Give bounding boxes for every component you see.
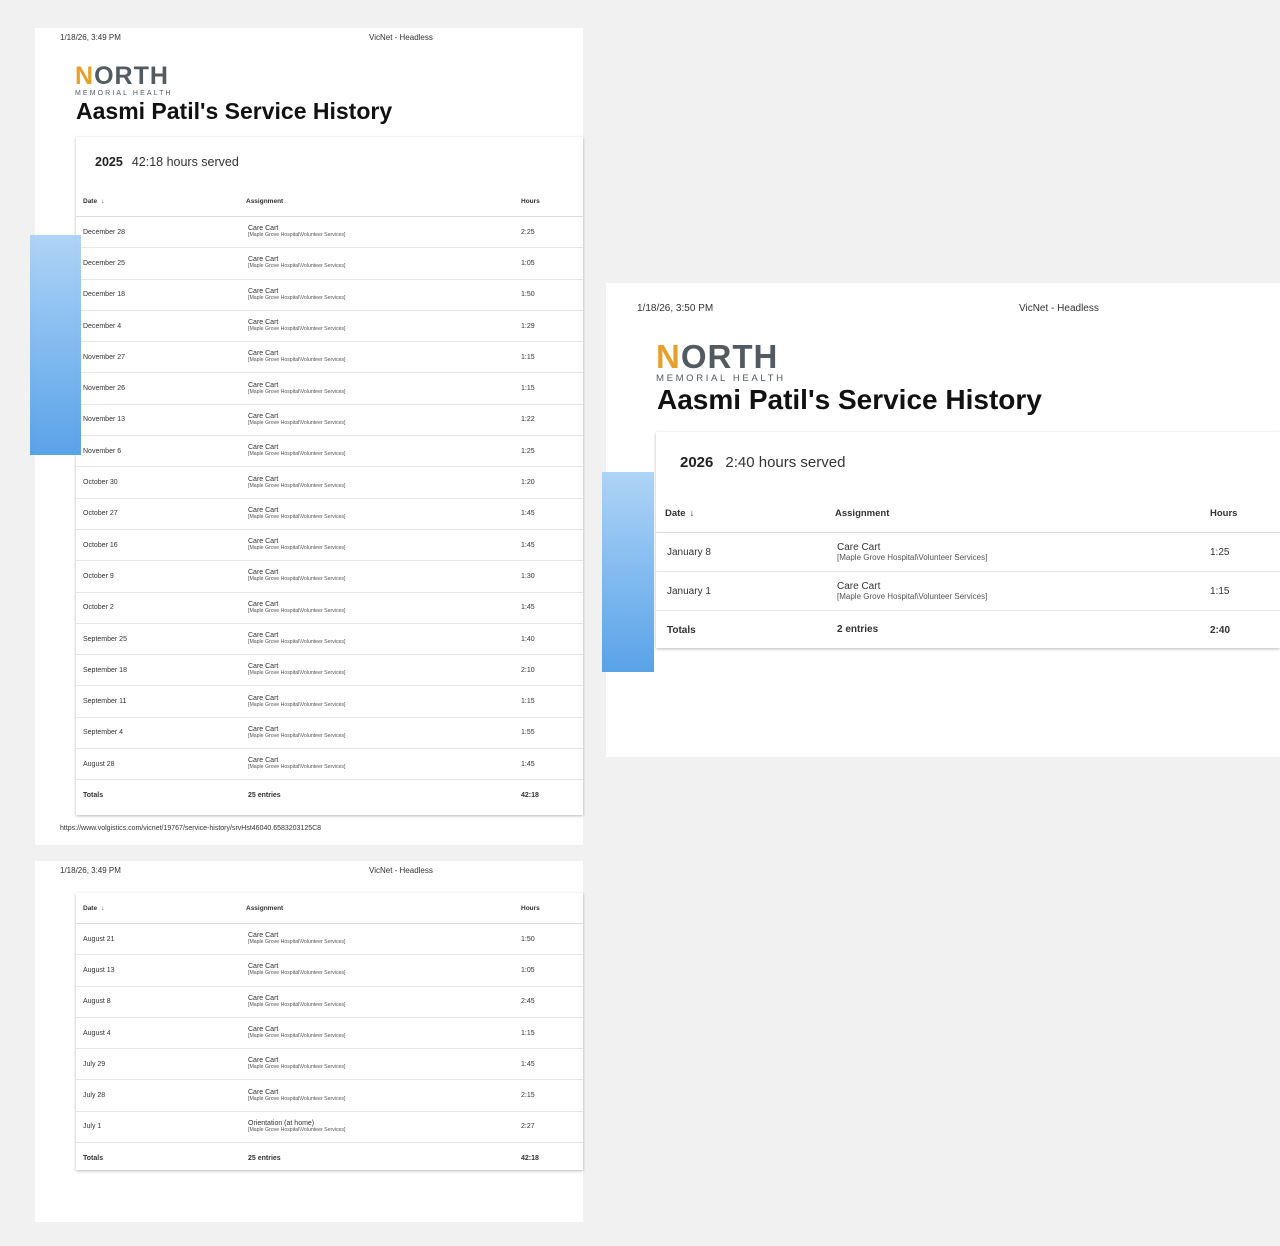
totals-row [76, 1143, 583, 1175]
row-date: July 1 [76, 1111, 246, 1142]
row-date: October 16 [76, 529, 246, 560]
row-hours: 1:15 [1210, 572, 1280, 611]
logo-wordmark: NORTH [75, 62, 169, 90]
service-history-card [656, 432, 1280, 648]
assignment-name: Care Cart [248, 1057, 279, 1065]
row-date: November 26 [76, 373, 246, 404]
print-window-title: VicNet - Headless [369, 866, 433, 875]
assignment-department: [Maple Grove Hospital\Volunteer Services] [248, 732, 346, 739]
assignment-name: Care Cart [248, 932, 279, 940]
assignment-name: Care Cart [248, 506, 279, 514]
table-row [76, 1049, 583, 1080]
row-assignment [246, 686, 521, 717]
row-assignment [246, 955, 521, 986]
service-history-card [76, 137, 583, 815]
row-date: December 18 [76, 279, 246, 310]
assignment-department: [Maple Grove Hospital\Volunteer Services] [248, 232, 346, 239]
row-assignment [246, 498, 521, 529]
assignment-department: [Maple Grove Hospital\Volunteer Services] [248, 545, 346, 552]
table-row [76, 310, 583, 341]
row-hours: 1:45 [521, 592, 583, 623]
row-hours: 1:15 [521, 1017, 583, 1048]
row-assignment [835, 572, 1210, 611]
selection-highlight [30, 235, 81, 455]
row-date: September 25 [76, 623, 246, 654]
assignment-department: [Maple Grove Hospital\Volunteer Services] [837, 553, 988, 563]
assignment-department: [Maple Grove Hospital\Volunteer Services] [248, 1001, 346, 1008]
assignment-name: Care Cart [248, 256, 279, 264]
row-date: October 9 [76, 561, 246, 592]
assignment-name: Care Cart [248, 412, 279, 420]
date-column-header[interactable]: Date ↓ [76, 186, 246, 217]
print-page-3 [606, 283, 1280, 757]
assignment-name: Care Cart [248, 225, 279, 233]
assignment-column-header: Assignment [835, 494, 1210, 533]
row-hours: 1:25 [521, 436, 583, 467]
row-assignment [246, 924, 521, 955]
row-date: September 18 [76, 655, 246, 686]
assignment-department: [Maple Grove Hospital\Volunteer Services] [248, 607, 346, 614]
row-date: July 29 [76, 1049, 246, 1080]
row-hours: 1:45 [521, 529, 583, 560]
table-header-row [76, 186, 583, 217]
row-assignment [246, 655, 521, 686]
row-assignment [246, 1080, 521, 1111]
row-assignment [246, 342, 521, 373]
totals-row [656, 611, 1280, 650]
row-date: January 8 [656, 533, 835, 572]
row-assignment [246, 623, 521, 654]
row-date: October 27 [76, 498, 246, 529]
assignment-name: Care Cart [248, 632, 279, 639]
date-column-header[interactable]: Date ↓ [76, 893, 246, 924]
hours-served: 2:40 hours served [725, 454, 846, 471]
row-hours: 1:40 [521, 623, 583, 654]
service-history-table [656, 494, 1280, 649]
assignment-department: [Maple Grove Hospital\Volunteer Services] [248, 939, 346, 946]
table-row [76, 686, 583, 717]
totals-label: Totals [83, 1155, 104, 1163]
service-history-table [76, 186, 583, 811]
row-assignment [246, 279, 521, 310]
hours-column-header: Hours [1210, 494, 1280, 533]
table-row [76, 342, 583, 373]
assignment-name: Care Cart [248, 694, 279, 702]
table-row [76, 717, 583, 748]
logo-subtitle: MEMORIAL HEALTH [656, 373, 786, 384]
assignment-name: Care Cart [248, 1088, 279, 1096]
row-date: December 4 [76, 310, 246, 341]
table-row [656, 572, 1280, 611]
assignment-name: Care Cart [248, 350, 279, 358]
assignment-column-header: Assignment [246, 893, 521, 924]
row-date: July 28 [76, 1080, 246, 1111]
assignment-name: Care Cart [248, 287, 279, 295]
print-header [35, 28, 583, 48]
row-hours: 1:15 [521, 342, 583, 373]
table-row [76, 986, 583, 1017]
page-title: Aasmi Patil's Service History [657, 384, 1042, 415]
assignment-name: Care Cart [248, 444, 279, 452]
row-date: October 30 [76, 467, 246, 498]
assignment-name: Care Cart [248, 663, 279, 671]
row-date: November 6 [76, 436, 246, 467]
row-assignment [246, 561, 521, 592]
row-date: November 27 [76, 342, 246, 373]
year-label: 2025 [95, 155, 123, 169]
table-header-row [76, 893, 583, 924]
table-row [76, 529, 583, 560]
assignment-department: [Maple Grove Hospital\Volunteer Services] [248, 670, 346, 677]
row-hours: 1:15 [521, 686, 583, 717]
row-hours: 2:15 [521, 1080, 583, 1111]
row-assignment [246, 749, 521, 780]
row-hours: 1:45 [521, 498, 583, 529]
row-hours: 1:50 [521, 279, 583, 310]
row-assignment [246, 986, 521, 1017]
year-summary [680, 454, 845, 471]
totals-label: Totals [667, 624, 696, 636]
assignment-name: Care Cart [248, 725, 279, 733]
print-window-title: VicNet - Headless [369, 33, 433, 42]
table-row [76, 955, 583, 986]
service-history-card [76, 893, 583, 1170]
row-hours: 1:05 [521, 955, 583, 986]
assignment-column-header: Assignment [246, 186, 521, 217]
assignment-department: [Maple Grove Hospital\Volunteer Services] [248, 1126, 346, 1133]
hours-served: 42:18 hours served [131, 155, 239, 169]
row-assignment [246, 310, 521, 341]
row-hours: 2:10 [521, 655, 583, 686]
table-row [76, 623, 583, 654]
table-row [76, 1111, 583, 1142]
row-hours: 1:30 [521, 561, 583, 592]
print-page-1 [35, 28, 583, 845]
row-date: November 13 [76, 404, 246, 435]
page-url: https://www.volgistics.com/vicnet/19767/service-history/srvHst46040.6583203125C8 [60, 825, 322, 832]
table-row [76, 436, 583, 467]
totals-entries: 2 entries [837, 624, 879, 636]
assignment-department: [Maple Grove Hospital\Volunteer Services] [248, 970, 346, 977]
selection-highlight [602, 472, 654, 672]
print-timestamp: 1/18/26, 3:50 PM [637, 303, 714, 314]
assignment-department: [Maple Grove Hospital\Volunteer Services] [248, 451, 346, 458]
print-header [606, 283, 1280, 314]
north-memorial-logo [656, 340, 786, 384]
assignment-department: [Maple Grove Hospital\Volunteer Services] [248, 576, 346, 583]
table-row [76, 404, 583, 435]
assignment-name: Care Cart [248, 569, 279, 577]
row-date: August 4 [76, 1017, 246, 1048]
sort-down-arrow-icon[interactable]: ↓ [689, 507, 695, 519]
page-title: Aasmi Patil's Service History [76, 98, 393, 124]
row-assignment [246, 248, 521, 279]
table-row [76, 924, 583, 955]
assignment-department: [Maple Grove Hospital\Volunteer Services] [248, 357, 346, 364]
year-summary [95, 155, 239, 169]
row-hours: 1:20 [521, 467, 583, 498]
assignment-department: [Maple Grove Hospital\Volunteer Services] [248, 639, 346, 646]
assignment-department: [Maple Grove Hospital\Volunteer Services] [248, 701, 346, 708]
year-label: 2026 [680, 454, 714, 471]
table-row [656, 533, 1280, 572]
assignment-name: Care Cart [248, 963, 279, 971]
assignment-name: Care Cart [248, 319, 279, 327]
row-date: August 8 [76, 986, 246, 1017]
table-row [76, 498, 583, 529]
row-hours: 2:45 [521, 986, 583, 1017]
table-row [76, 592, 583, 623]
logo-subtitle: MEMORIAL HEALTH [75, 90, 173, 97]
print-page-2 [35, 861, 583, 1222]
assignment-name: Care Cart [248, 381, 279, 389]
row-date: August 13 [76, 955, 246, 986]
assignment-department: [Maple Grove Hospital\Volunteer Services] [248, 326, 346, 333]
assignment-name: Care Cart [837, 580, 881, 592]
table-row [76, 1017, 583, 1048]
hours-column-header: Hours [521, 186, 583, 217]
totals-entries: 25 entries [248, 1154, 281, 1162]
assignment-department: [Maple Grove Hospital\Volunteer Services] [248, 1064, 346, 1071]
table-header-row [656, 494, 1280, 533]
date-column-header[interactable]: Date ↓ [656, 494, 835, 533]
table-row [76, 749, 583, 780]
row-assignment [835, 533, 1210, 572]
totals-label: Totals [83, 792, 104, 800]
assignment-department: [Maple Grove Hospital\Volunteer Services] [248, 388, 346, 395]
totals-row [76, 780, 583, 812]
row-hours: 1:05 [521, 248, 583, 279]
print-timestamp: 1/18/26, 3:49 PM [60, 866, 121, 875]
assignment-department: [Maple Grove Hospital\Volunteer Services] [837, 592, 988, 602]
row-date: August 28 [76, 749, 246, 780]
assignment-name: Orientation (at home) [248, 1119, 315, 1127]
table-row [76, 373, 583, 404]
row-assignment [246, 217, 521, 248]
row-hours: 1:29 [521, 310, 583, 341]
totals-hours: 42:18 [521, 1155, 539, 1163]
row-date: January 1 [656, 572, 835, 611]
table-row [76, 655, 583, 686]
totals-entries: 25 entries [248, 791, 281, 799]
logo-wordmark: NORTH [656, 338, 779, 375]
table-row [76, 248, 583, 279]
table-row [76, 561, 583, 592]
row-assignment [246, 592, 521, 623]
row-hours: 1:45 [521, 1049, 583, 1080]
row-hours: 1:50 [521, 924, 583, 955]
row-assignment [246, 1111, 521, 1142]
print-header [35, 861, 583, 881]
sort-down-arrow-icon[interactable]: ↓ [101, 904, 105, 912]
assignment-name: Care Cart [837, 541, 881, 553]
assignment-name: Care Cart [248, 757, 279, 765]
row-hours: 2:27 [521, 1111, 583, 1142]
totals-hours: 42:18 [521, 792, 539, 800]
row-hours: 1:15 [521, 373, 583, 404]
table-row [76, 279, 583, 310]
row-assignment [246, 717, 521, 748]
row-hours: 1:22 [521, 404, 583, 435]
hours-column-header: Hours [521, 893, 583, 924]
row-assignment [246, 529, 521, 560]
row-hours: 1:55 [521, 717, 583, 748]
table-row [76, 217, 583, 248]
assignment-department: [Maple Grove Hospital\Volunteer Services] [248, 1033, 346, 1040]
row-assignment [246, 1017, 521, 1048]
row-assignment [246, 404, 521, 435]
row-date: August 21 [76, 924, 246, 955]
row-assignment [246, 467, 521, 498]
row-assignment [246, 373, 521, 404]
assignment-name: Care Cart [248, 538, 279, 546]
service-history-table [76, 893, 583, 1174]
print-window-title: VicNet - Headless [1019, 303, 1099, 314]
row-hours: 2:25 [521, 217, 583, 248]
row-date: September 4 [76, 717, 246, 748]
row-hours: 1:45 [521, 749, 583, 780]
assignment-department: [Maple Grove Hospital\Volunteer Services] [248, 263, 346, 270]
assignment-department: [Maple Grove Hospital\Volunteer Services] [248, 419, 346, 426]
row-date: December 25 [76, 248, 246, 279]
assignment-name: Care Cart [248, 600, 279, 608]
row-assignment [246, 1049, 521, 1080]
row-date: October 2 [76, 592, 246, 623]
assignment-department: [Maple Grove Hospital\Volunteer Services] [248, 482, 346, 489]
assignment-name: Care Cart [248, 1026, 279, 1034]
sort-down-arrow-icon[interactable]: ↓ [101, 197, 105, 205]
row-date: September 11 [76, 686, 246, 717]
table-row [76, 1080, 583, 1111]
row-date: December 28 [76, 217, 246, 248]
assignment-name: Care Cart [248, 994, 279, 1002]
assignment-department: [Maple Grove Hospital\Volunteer Services] [248, 764, 346, 771]
totals-hours: 2:40 [1210, 624, 1231, 636]
table-row [76, 467, 583, 498]
assignment-department: [Maple Grove Hospital\Volunteer Services] [248, 1095, 346, 1102]
assignment-department: [Maple Grove Hospital\Volunteer Services] [248, 294, 346, 301]
row-hours: 1:25 [1210, 533, 1280, 572]
assignment-name: Care Cart [248, 475, 279, 483]
print-timestamp: 1/18/26, 3:49 PM [60, 33, 121, 42]
north-memorial-logo [75, 64, 173, 97]
row-assignment [246, 436, 521, 467]
assignment-department: [Maple Grove Hospital\Volunteer Services] [248, 513, 346, 520]
